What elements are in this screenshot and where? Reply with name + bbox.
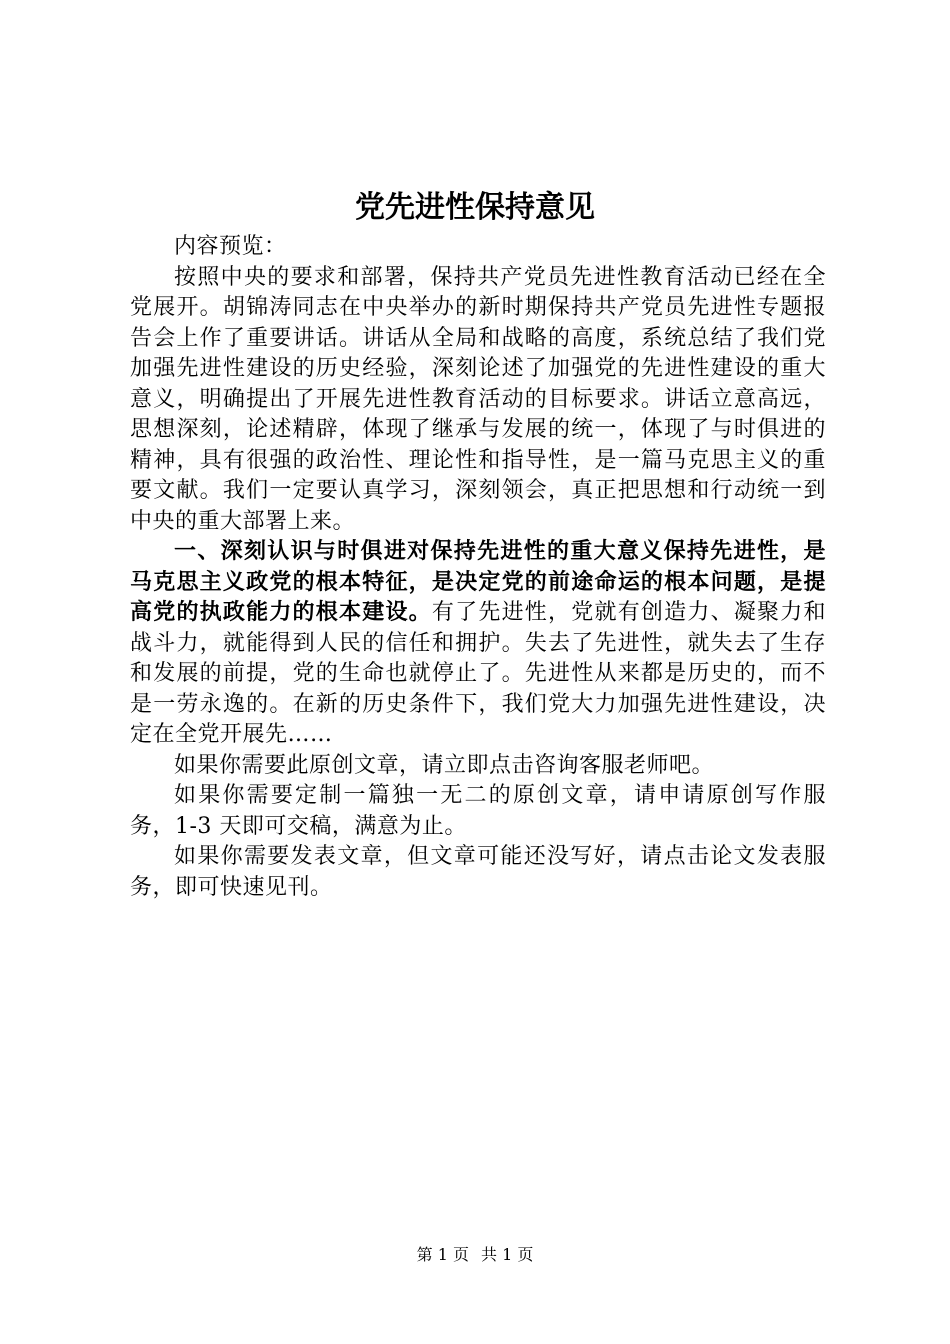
paragraph-intro: 按照中央的要求和部署，保持共产党员先进性教育活动已经在全党展开。胡锦涛同志在中央举办的新时期保持共产党员先进性专题报告会上作了重要讲话。讲话从全局和战略的高度，系统总结了我们党加强先进性建设的历史经验，深刻论述了加强党的先进性建设的重大意义，明确提出了开展先进性教育活动的目标要求。讲话立意高远，思想深刻，论述精辟，体现了继承与发展的统一，体现了与时俱进的精神，具有很强的政治性、理论性和指导性，是一篇马克思主义的重要文献。我们一定要认真学习，深刻领会，真正把思想和行动统一到中央的重大部署上来。 <box>130 264 826 534</box>
paragraph-section-one <box>130 537 826 751</box>
document-title: 党先进性保持意见 <box>355 190 595 225</box>
page-footer <box>0 1243 950 1267</box>
preview-label: 内容预览： <box>174 234 287 259</box>
paragraph-custom-writing: 如果你需要定制一篇独一无二的原创文章，请申请原创写作服务，1-3 天即可交稿，满意为止。 <box>130 783 826 839</box>
document-body <box>130 232 826 903</box>
page-number: 第 1 页 <box>416 1245 469 1264</box>
paragraph-consult: 如果你需要此原创文章，请立即点击咨询客服老师吧。 <box>174 752 715 778</box>
section-heading: 一、深刻认识与时俱进对保持先进性的重大意义保持先进性，是马克思主义政党的根本特征，是决定党的前途命运的根本问题，是提高党的执政能力的根本建设。 <box>130 539 826 625</box>
paragraph-publish-service: 如果你需要发表文章，但文章可能还没写好，请点击论文发表服务，即可快速见刊。 <box>130 844 826 900</box>
page-total: 共 1 页 <box>481 1245 534 1264</box>
section-one-text: 有了先进性，党就有创造力、凝聚力和战斗力，就能得到人民的信任和拥护。失去了先进性，就失去了生存和发展的前提，党的生命也就停止了。先进性从来都是历史的，而不是一劳永逸的。在新的历史条件下，我们党大力加强先进性建设，决定在全党开展先…… <box>130 600 826 747</box>
